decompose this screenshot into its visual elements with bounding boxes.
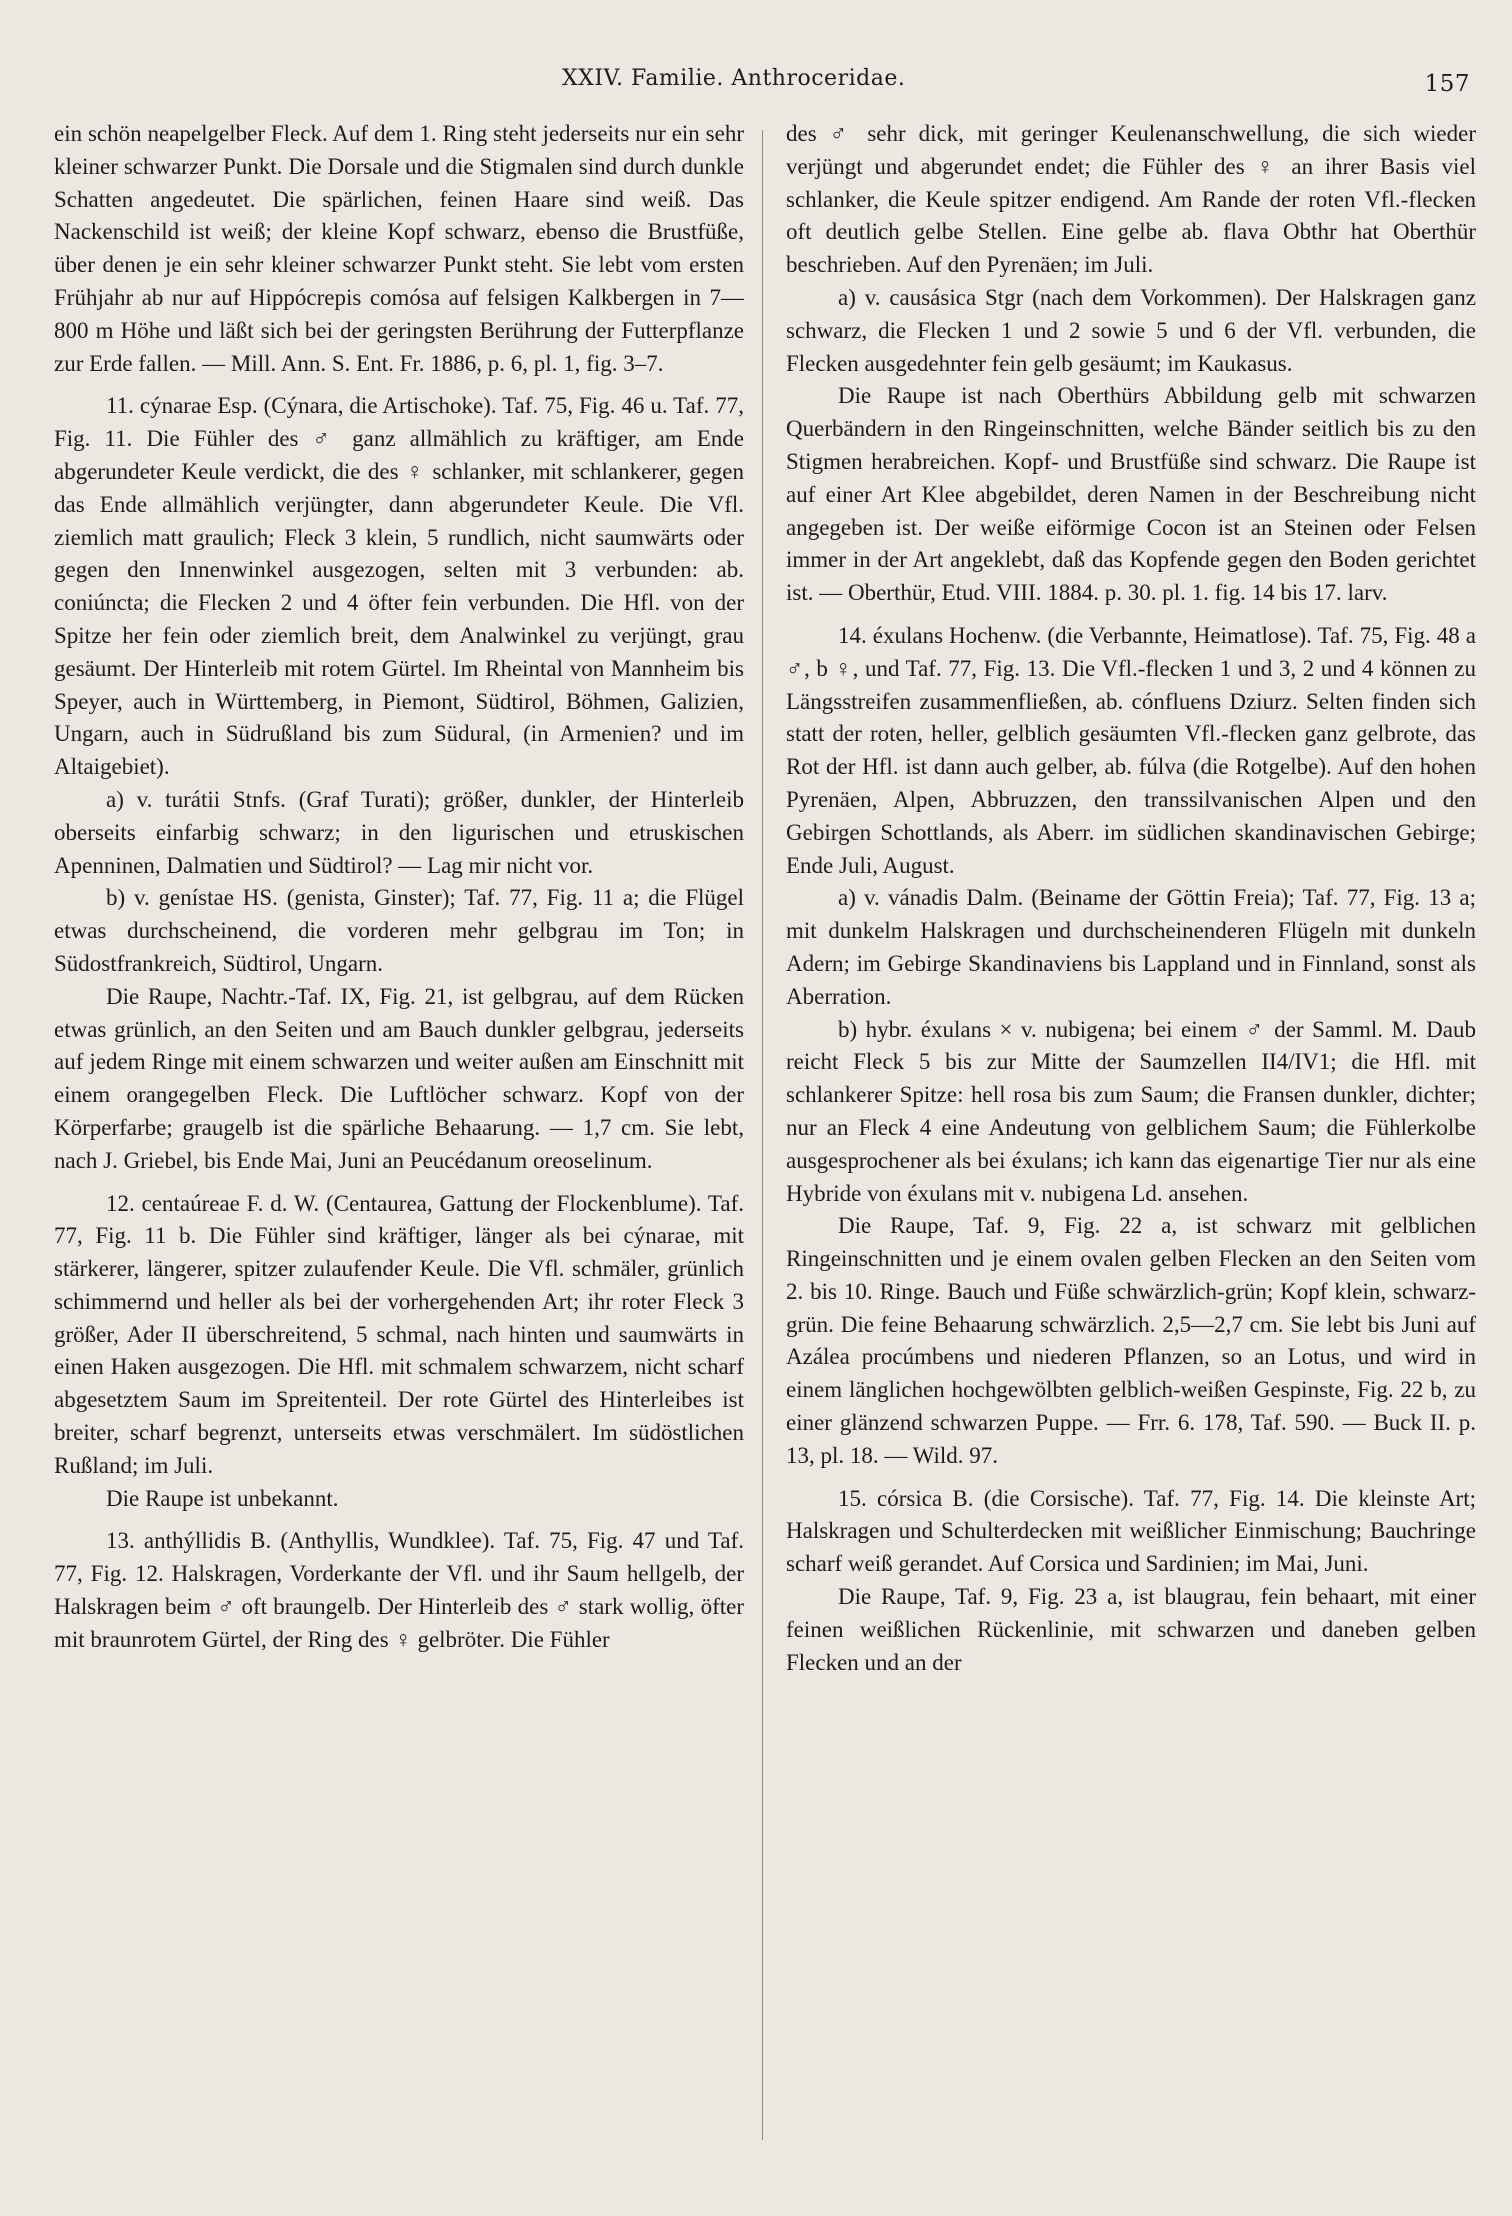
- left-column: [54, 118, 744, 2208]
- hybrid-paragraph: b) hybr. éxulans × v. nubigena; bei einem ♂ der Samml. M. Daub reicht Fleck 5 bis zur Mitte der Saumzellen II4/IV1; die Hfl. mit schlankerer Spitze: hell rosa bis zum Saum; die Fransen dunkler, dichter; nur an Fleck 4 eine Andeutung von gelblichem Saum; die Fühlerkolbe ausgesprochener als bei éxulans; ich kann das eigenartige Tier nur als eine Hybride von éxulans mit v. nubigena Ld. ansehen.: [786, 1016, 1476, 1206]
- species-entry-centaureae: 12. centaúreae F. d. W. (Centaurea, Gattung der Flockenblume). Taf. 77, Fig. 11 b. Die Fühler sind kräftiger, länger als bei cýnarae, mit stärkerer, längerer, spitzer zulaufender Keule. Die Vfl. schmäler, grünlich schimmernd und heller als bei der vorhergehenden Art; ihr roter Fleck 3 größer, Ader II überschreitend, 5 schmal, nach hinten und saumwärts in einen Haken ausgezogen. Die Hfl. mit schmalem schwarzem, nicht scharf abgesetztem Saum im Spreitenteil. Der rote Gürtel des Hinterleibes ist breiter, scharf begrenzt, unterseits etwas verschmälert. Im südöstlichen Rußland; im Juli.: [54, 1190, 744, 1478]
- species-entry-exulans: 14. éxulans Hochenw. (die Verbannte, Heimatlose). Taf. 75, Fig. 48 a ♂, b ♀, und Taf. 77, Fig. 13. Die Vfl.-flecken 1 und 3, 2 und 4 können zu Längsstreifen zusammenfließen, ab. cónfluens Dziurz. Selten finden sich statt der roten, heller, gelblich gesäumten Vfl.-flecken ganz gelbrote, das Rot der Hfl. ist dann auch gelber, ab. fúlva (die Rotgelbe). Auf den hohen Pyrenäen, Alpen, Abbruzzen, den transsilvanischen Alpen und den Gebirgen Schottlands, als Aberr. im südlichen skandinavischen Gebirge; Ende Juli, August.: [786, 622, 1476, 878]
- paragraph: des ♂ sehr dick, mit geringer Keulenanschwellung, die sich wieder verjüngt und abgerundet endet; die Fühler des ♀ an ihrer Basis viel schlanker, die Keule spitzer endigend. Am Rande der roten Vfl.-flecken oft deutlich gelbe Stellen. Eine gelbe ab. flava Obthr hat Oberthür beschrieben. Auf den Pyrenäen; im Juli.: [786, 121, 1476, 278]
- page-number: 157: [1424, 71, 1470, 97]
- variety-paragraph: a) v. turátii Stnfs. (Graf Turati); größer, dunkler, der Hinterleib oberseits einfarbig schwarz; in den ligurischen und etruskischen Apenninen, Dalmatien und Südtirol? — Lag mir nicht vor.: [54, 786, 744, 878]
- larva-paragraph: Die Raupe, Taf. 9, Fig. 23 a, ist blaugrau, fein behaart, mit einer feinen weißlichen Rückenlinie, mit schwarzen und daneben gelben Flecken und an der: [786, 1584, 1476, 1675]
- larva-paragraph: Die Raupe, Taf. 9, Fig. 22 a, ist schwarz mit gelblichen Ringeinschnitten und je einem ovalen gelben Flecken an den Seiten vom 2. bis 10. Ringe. Bauch und Füße schwärzlich-grün; Kopf klein, schwarz-grün. Die feine Behaarung schwärzlich. 2,5—2,7 cm. Sie lebt bis Juni auf Azálea procúmbens und niederen Pflanzen, so an Lotus, und wird in einem länglichen hochgewölbten gelblich-weißen Gespinste, Fig. 22 b, zu einer glänzend schwarzen Puppe. — Frr. 6. 178, Taf. 590. — Buck II. p. 13, pl. 18. — Wild. 97.: [786, 1213, 1476, 1468]
- page-header: [0, 66, 1512, 106]
- running-title: XXIV. Familie. Anthroceridae.: [562, 66, 906, 91]
- paragraph: ein schön neapelgelber Fleck. Auf dem 1. Ring steht jederseits nur ein sehr kleiner schwarzer Punkt. Die Dorsale und die Stigmalen sind durch dunkle Schatten angedeutet. Die spärlichen, feinen Haare sind weiß. Das Nackenschild ist weiß; der kleine Kopf schwarz, ebenso die Brustfüße, über denen je ein sehr kleiner schwarzer Punkt steht. Sie lebt vom ersten Frühjahr ab nur auf Hippócrepis comósa auf felsigen Kalkbergen in 7—800 m Höhe und läßt sich bei der geringsten Berührung der Futterpflanze zur Erde fallen. — Mill. Ann. S. Ent. Fr. 1886, p. 6, pl. 1, fig. 3–7.: [54, 121, 744, 376]
- larva-paragraph: Die Raupe, Nachtr.-Taf. IX, Fig. 21, ist gelbgrau, auf dem Rücken etwas grünlich, an den Seiten und am Bauch dunkler gelbgrau, jederseits auf jedem Ringe mit einem schwarzen und weiter außen am Einschnitt mit einem orangegelben Fleck. Die Luftlöcher schwarz. Kopf von der Körperfarbe; graugelb ist die spärliche Behaarung. — 1,7 cm. Sie lebt, nach J. Griebel, bis Ende Mai, Juni an Peucédanum oreoselinum.: [54, 983, 744, 1173]
- variety-paragraph: a) v. causásica Stgr (nach dem Vorkommen). Der Halskragen ganz schwarz, die Flecken 1 und 2 sowie 5 und 6 der Vfl. verbunden, die Flecken ausgedehnter fein gelb gesäumt; im Kaukasus.: [786, 284, 1476, 376]
- species-entry-anthyllidis: 13. anthýllidis B. (Anthyllis, Wundklee). Taf. 75, Fig. 47 und Taf. 77, Fig. 12. Halskragen, Vorderkante der Vfl. und ihr Saum hellgelb, der Halskragen beim ♂ oft braungelb. Der Hinterleib des ♂ stark wollig, öfter mit braunrotem Gürtel, der Ring des ♀ gelbröter. Die Fühler: [54, 1528, 744, 1652]
- column-divider: [762, 130, 763, 2140]
- larva-paragraph: Die Raupe ist unbekannt.: [106, 1485, 339, 1511]
- variety-paragraph: a) v. vánadis Dalm. (Beiname der Göttin Freia); Taf. 77, Fig. 13 a; mit dunkelm Halskragen und durchscheinenderen Flügeln mit dunkeln Adern; im Gebirge Skandinaviens bis Lappland und in Finnland, sonst als Aberration.: [786, 885, 1476, 1009]
- larva-paragraph: Die Raupe ist nach Oberthürs Abbildung gelb mit schwarzen Querbändern in den Ringeinschnitten, welche Bänder seitlich bis zu den Stigmen herabreichen. Kopf- und Brustfüße sind schwarz. Die Raupe ist auf einer Art Klee abgebildet, deren Namen in der Beschreibung nicht angegeben ist. Der weiße eiförmige Cocon ist an Steinen oder Felsen immer in der Art angeklebt, daß das Kopfende gegen den Boden gerichtet ist. — Oberthür, Etud. VIII. 1884. p. 30. pl. 1. fig. 14 bis 17. larv.: [786, 383, 1476, 606]
- variety-paragraph: b) v. genístae HS. (genista, Ginster); Taf. 77, Fig. 11 a; die Flügel etwas durchscheinend, die vorderen mehr gelbgrau im Ton; in Südostfrankreich, Südtirol, Ungarn.: [54, 885, 744, 976]
- species-entry-corsica: 15. córsica B. (die Corsische). Taf. 77, Fig. 14. Die kleinste Art; Halskragen und Schulterdecken mit weißlicher Einmischung; Bauchringe scharf weiß gerandet. Auf Corsica und Sardinien; im Mai, Juni.: [786, 1485, 1476, 1577]
- species-entry-cynarae: 11. cýnarae Esp. (Cýnara, die Artischoke). Taf. 75, Fig. 46 u. Taf. 77, Fig. 11. Die Fühler des ♂ ganz allmählich zu kräftiger, am Ende abgerundeter Keule verdickt, die des ♀ schlanker, mit schlankerer, gegen das Ende allmählich verjüngter, dann abgerundeter Keule. Die Vfl. ziemlich matt graulich; Fleck 3 klein, 5 rundlich, nicht saumwärts oder gegen den Innenwinkel ausgezogen, selten mit 3 verbunden: ab. coniúncta; die Flecken 2 und 4 öfter fein verbunden. Die Hfl. von der Spitze her fein oder ziemlich breit, dem Analwinkel zu verjüngt, grau gesäumt. Der Hinterleib mit rotem Gürtel. Im Rheintal von Mannheim bis Speyer, auch in Württemberg, in Piemont, Südtirol, Böhmen, Galizien, Ungarn, auch in Südrußland bis zum Südural, (in Armenien? und im Altaigebiet).: [54, 393, 744, 780]
- right-column: [786, 118, 1476, 2208]
